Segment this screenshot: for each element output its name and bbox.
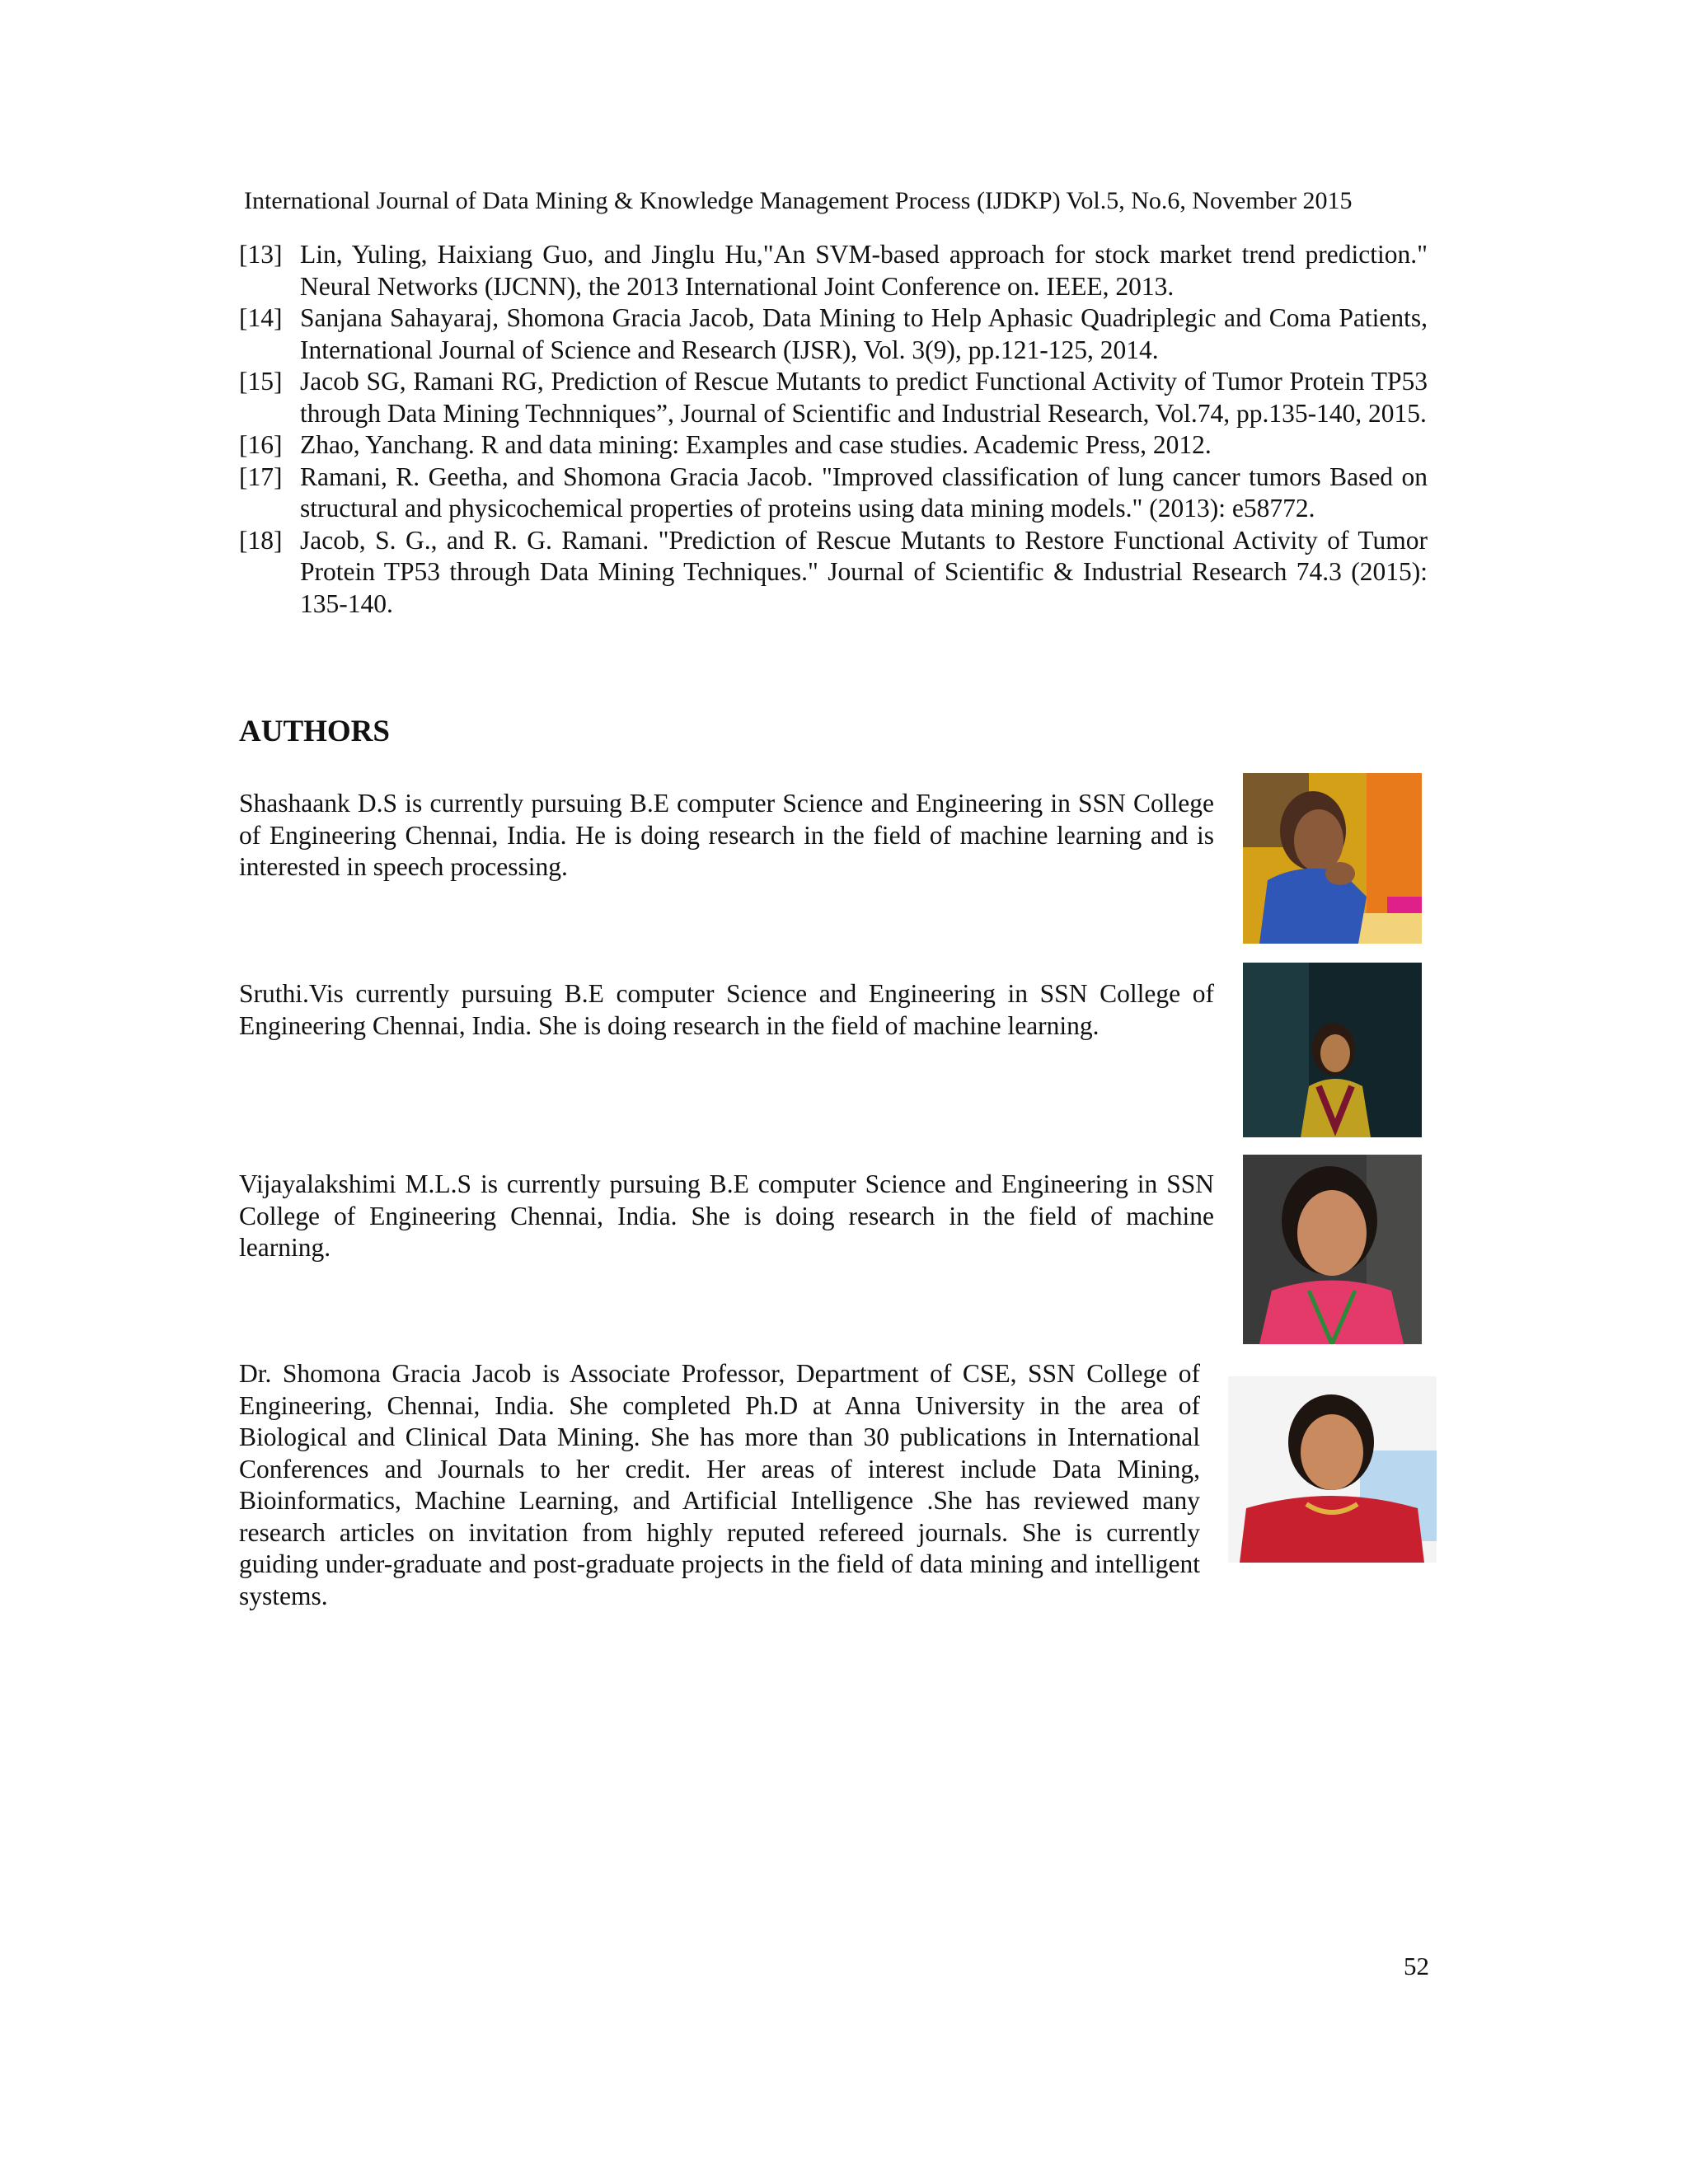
author-photo <box>1243 963 1422 1137</box>
reference-text: Zhao, Yanchang. R and data mining: Examples and case studies. Academic Press, 2012. <box>300 430 1212 459</box>
author-bio: Shashaank D.S is currently pursuing B.E computer Science and Engineering in SSN College of Engineering Chennai, India. He is doing research in the field of machine learning and is interested in speech processing. <box>239 789 1214 881</box>
reference-text: Sanjana Sahayaraj, Shomona Gracia Jacob, Data Mining to Help Aphasic Quadriplegic and Coma Patients, International Journal of Science and Research (IJSR), Vol. 3(9), pp.121-125, 2014. <box>300 303 1428 364</box>
reference-text: Lin, Yuling, Haixiang Guo, and Jinglu Hu,"An SVM-based approach for stock market trend prediction." Neural Networks (IJCNN), the 2013 International Joint Conference on. IEEE, 2013. <box>300 240 1428 301</box>
journal-header: International Journal of Data Mining & Knowledge Management Process (IJDKP) Vol.5, No.6, November 2015 <box>244 187 1353 214</box>
author-bio: Vijayalakshimi M.L.S is currently pursuing B.E computer Science and Engineering in SSN College of Engineering Chennai, India. She is doing research in the field of machine learning. <box>239 1169 1214 1262</box>
reference-number: [16] <box>239 430 283 459</box>
reference-item <box>239 302 1428 366</box>
reference-text: Ramani, R. Geetha, and Shomona Gracia Jacob. "Improved classification of lung cancer tumors Based on structural and physicochemical properties of proteins using data mining models." (2013): e58772. <box>300 462 1428 523</box>
reference-number: [15] <box>239 367 283 396</box>
reference-text: Jacob SG, Ramani RG, Prediction of Rescue Mutants to predict Functional Activity of Tumor Protein TP53 through Data Mining Technniques”, Journal of Scientific and Industrial Research, Vol.74, pp.135-140, 2015. <box>300 367 1428 428</box>
reference-item <box>239 429 1428 462</box>
author-photo <box>1228 1376 1437 1563</box>
author-photo <box>1243 1155 1422 1344</box>
reference-number: [13] <box>239 240 283 269</box>
author-photo <box>1243 773 1422 944</box>
reference-number: [14] <box>239 303 283 332</box>
reference-item <box>239 366 1428 429</box>
reference-item <box>239 462 1428 525</box>
page-number: 52 <box>1404 1952 1429 1980</box>
reference-number: [18] <box>239 525 283 555</box>
author-bio: Dr. Shomona Gracia Jacob is Associate Professor, Department of CSE, SSN College of Engineering, Chennai, India. She completed Ph.D at Anna University in the area of Biological and Clinical Data Mining. She has more than 30 publications in International Conferences and Journals to her credit. Her areas of interest include Data Mining, Bioinformatics, Machine Learning, and Artificial Intelligence .She has reviewed many research articles on invitation from highly reputed refereed journals. She is currently guiding under-graduate and post-graduate projects in the field of data mining and intelligent systems. <box>239 1359 1200 1610</box>
reference-item <box>239 525 1428 621</box>
reference-number: [17] <box>239 462 283 491</box>
author-bio: Sruthi.Vis currently pursuing B.E computer Science and Engineering in SSN College of Engineering Chennai, India. She is doing research in the field of machine learning. <box>239 979 1214 1040</box>
authors-heading: AUTHORS <box>239 715 390 748</box>
reference-text: Jacob, S. G., and R. G. Ramani. "Prediction of Rescue Mutants to Restore Functional Activity of Tumor Protein TP53 through Data Mining Techniques." Journal of Scientific & Industrial Research 74.3 (2015): 135-140. <box>300 525 1428 618</box>
references-list <box>239 239 1428 620</box>
reference-item <box>239 239 1428 302</box>
